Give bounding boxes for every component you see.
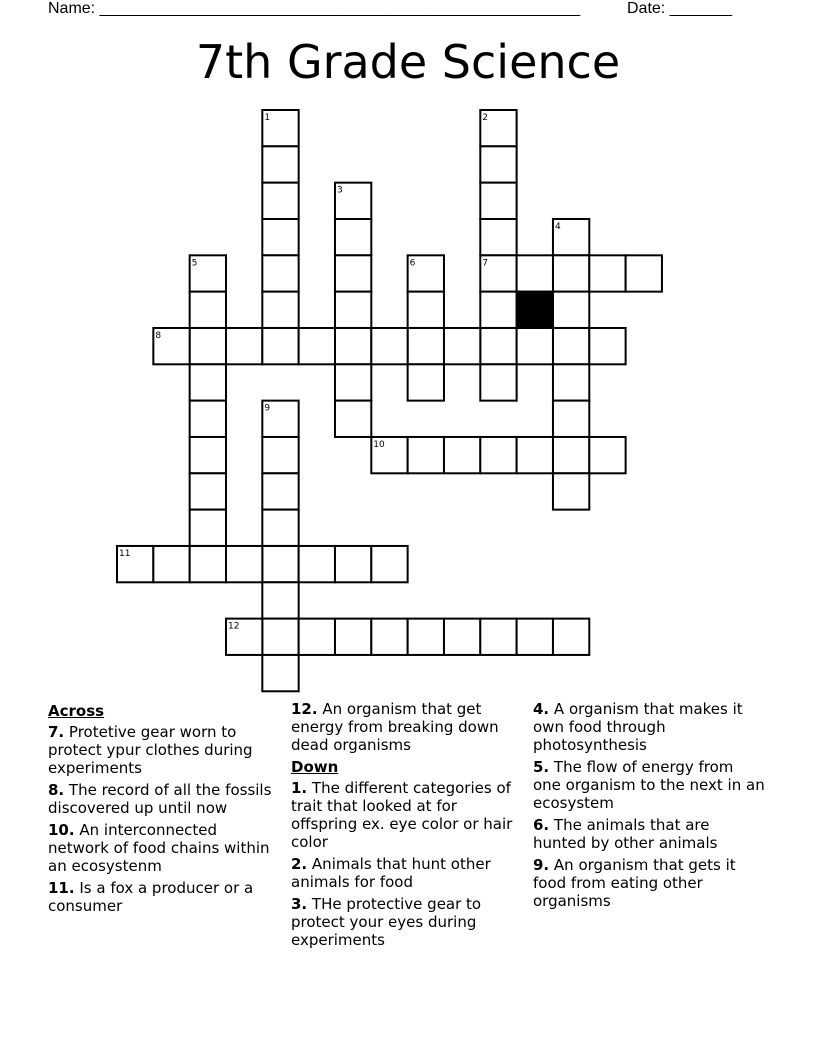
clue-text: A organism that makes it own food through photosynthesis — [533, 700, 743, 754]
grid-cell[interactable] — [480, 328, 516, 364]
grid-cell[interactable] — [480, 619, 516, 655]
clue-column-1 — [48, 700, 280, 919]
grid-cell[interactable] — [262, 546, 298, 582]
grid-cell[interactable] — [262, 255, 298, 291]
grid-cell[interactable] — [262, 146, 298, 182]
clue-number: 3. — [291, 895, 308, 913]
clue-text: Protetive gear worn to protect ypur clothes during experiments — [48, 723, 253, 777]
clue-down-4 — [533, 700, 765, 754]
cell-number: 8 — [155, 330, 162, 341]
grid-cell[interactable] — [262, 655, 298, 691]
grid-cell[interactable] — [589, 255, 625, 291]
page-title: 7th Grade Science — [195, 35, 621, 89]
name-field-label: Name: ______________________________________________________ — [48, 0, 581, 17]
cell-number: 3 — [336, 185, 343, 196]
cell-number: 2 — [482, 113, 489, 123]
cell-number: 9 — [264, 403, 271, 414]
clue-across-11 — [48, 879, 280, 915]
clue-across-8 — [48, 781, 280, 817]
grid-cell[interactable] — [335, 401, 371, 437]
clue-text: Animals that hunt other animals for food — [291, 855, 491, 891]
clue-down-2 — [291, 855, 523, 891]
grid-cell[interactable] — [262, 619, 298, 655]
clue-number: 9. — [533, 856, 550, 874]
date-field-label: Date: _______ — [627, 0, 732, 17]
grid-cell[interactable] — [335, 328, 371, 364]
grid-cell[interactable] — [480, 146, 516, 182]
clue-number: 6. — [533, 816, 550, 834]
grid-cell[interactable] — [371, 328, 407, 364]
clue-number: 1. — [291, 779, 308, 797]
clue-text: The different categories of trait that looked at for offspring ex. eye color or hair color — [291, 779, 513, 851]
clue-down-1 — [291, 779, 523, 851]
grid-cell[interactable] — [190, 364, 226, 400]
grid-cell[interactable] — [517, 255, 553, 291]
grid-cell[interactable] — [190, 510, 226, 546]
grid-cell[interactable] — [444, 437, 480, 473]
grid-cell[interactable] — [190, 437, 226, 473]
grid-cell[interactable] — [553, 619, 589, 655]
clue-text: Is a fox a producer or a consumer — [48, 879, 254, 915]
clue-text: An organism that gets it food from eating other organisms — [533, 856, 736, 910]
grid-cell[interactable] — [262, 510, 298, 546]
clue-down-9 — [533, 856, 765, 910]
grid-cell[interactable] — [589, 437, 625, 473]
grid-cell[interactable] — [408, 437, 444, 473]
grid-cell[interactable] — [517, 437, 553, 473]
clue-number: 2. — [291, 855, 308, 873]
grid-cell[interactable] — [190, 473, 226, 509]
grid-cell[interactable] — [553, 292, 589, 328]
grid-cell[interactable] — [553, 437, 589, 473]
grid-cell[interactable] — [262, 292, 298, 328]
clue-text: An interconnected network of food chains within an ecosystenm — [48, 821, 270, 875]
grid-cell[interactable] — [589, 328, 625, 364]
clue-down-5 — [533, 758, 765, 812]
grid-cell[interactable] — [444, 619, 480, 655]
clue-across-10 — [48, 821, 280, 875]
grid-cell[interactable] — [299, 328, 335, 364]
grid-cell[interactable] — [335, 255, 371, 291]
clue-text: An organism that get energy from breaking down dead organisms — [291, 700, 499, 754]
cell-number: 11 — [119, 548, 131, 559]
grid-cell[interactable] — [190, 546, 226, 582]
grid-cell[interactable] — [553, 473, 589, 509]
grid-cell[interactable] — [226, 546, 262, 582]
cell-number: 1 — [264, 113, 271, 123]
clue-number: 10. — [48, 821, 75, 839]
grid-cell[interactable] — [299, 619, 335, 655]
grid-cell[interactable] — [626, 255, 662, 291]
grid-cell[interactable] — [335, 546, 371, 582]
grid-cell[interactable] — [444, 328, 480, 364]
grid-cell[interactable] — [335, 619, 371, 655]
clue-column-2 — [291, 700, 523, 953]
grid-cell[interactable] — [262, 437, 298, 473]
grid-cell[interactable] — [262, 473, 298, 509]
clue-across-7 — [48, 723, 280, 777]
grid-cell[interactable] — [335, 364, 371, 400]
grid-cell[interactable] — [299, 546, 335, 582]
grid-cell[interactable] — [262, 183, 298, 219]
clue-number: 12. — [291, 700, 318, 718]
clue-column-3 — [533, 700, 765, 914]
grid-cell[interactable] — [153, 546, 189, 582]
clue-text: The record of all the fossils discovered up until now — [48, 781, 272, 817]
grid-cell[interactable] — [335, 219, 371, 255]
grid-cell[interactable] — [262, 219, 298, 255]
grid-cell[interactable] — [480, 219, 516, 255]
grid-cell[interactable] — [190, 401, 226, 437]
grid-cell[interactable] — [553, 364, 589, 400]
clue-number: 5. — [533, 758, 550, 776]
clue-text: The flow of energy from one organism to the next in an ecosystem — [533, 758, 765, 812]
grid-cell[interactable] — [553, 255, 589, 291]
cell-number: 6 — [409, 258, 416, 269]
grid-cell[interactable] — [371, 546, 407, 582]
grid-block-cell — [517, 292, 553, 328]
down-heading: Down — [291, 758, 339, 776]
cell-number: 4 — [554, 221, 561, 232]
clue-down-3 — [291, 895, 523, 949]
grid-cell[interactable] — [517, 328, 553, 364]
grid-cell[interactable] — [408, 328, 444, 364]
grid-cell[interactable] — [408, 364, 444, 400]
clue-text: THe protective gear to protect your eyes during experiments — [291, 895, 482, 949]
cell-number: 10 — [373, 439, 385, 450]
clue-down-6 — [533, 816, 765, 852]
clue-number: 4. — [533, 700, 550, 718]
grid-cell[interactable] — [480, 364, 516, 400]
grid-cell[interactable] — [226, 328, 262, 364]
grid-cell[interactable] — [408, 619, 444, 655]
cell-number: 7 — [482, 258, 489, 269]
grid-cell[interactable] — [553, 328, 589, 364]
grid-cell[interactable] — [480, 183, 516, 219]
grid-cell[interactable] — [262, 582, 298, 618]
grid-cell[interactable] — [553, 401, 589, 437]
grid-cell[interactable] — [335, 292, 371, 328]
clue-number: 11. — [48, 879, 75, 897]
grid-cell[interactable] — [371, 619, 407, 655]
cell-number: 12 — [227, 621, 240, 632]
clue-number: 7. — [48, 723, 65, 741]
clue-number: 8. — [48, 781, 65, 799]
grid-cell[interactable] — [262, 328, 298, 364]
grid-cell[interactable] — [480, 292, 516, 328]
grid-cell[interactable] — [480, 437, 516, 473]
clue-across-12 — [291, 700, 523, 754]
cell-number: 5 — [191, 258, 198, 269]
grid-cell[interactable] — [517, 619, 553, 655]
across-heading: Across — [48, 702, 105, 720]
grid-cell[interactable] — [190, 292, 226, 328]
clue-text: The animals that are hunted by other animals — [533, 816, 718, 852]
grid-cell[interactable] — [190, 328, 226, 364]
grid-cell[interactable] — [408, 292, 444, 328]
